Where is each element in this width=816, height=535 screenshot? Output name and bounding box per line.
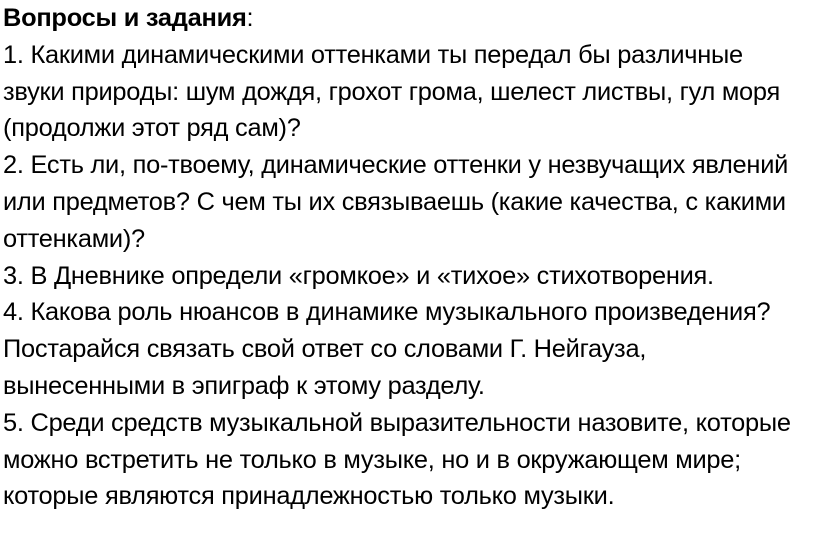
heading-line xyxy=(3,0,813,37)
text-line: (продолжи этот ряд сам)? xyxy=(3,114,301,143)
text-line: которые являются принадлежностью только музыки. xyxy=(3,482,615,511)
text-line: вынесенными в эпиграф к этому разделу. xyxy=(3,371,485,400)
text-line: звуки природы: шум дождя, грохот грома, шелест листвы, гул моря xyxy=(3,77,780,106)
heading-colon: : xyxy=(246,4,254,32)
text-line: 5. Среди средств музыкальной выразительности назовите, которые xyxy=(3,408,791,437)
document-body xyxy=(3,0,813,515)
text-line: Постарайся связать свой ответ со словами Г. Нейгауза, xyxy=(3,335,647,364)
text-line: 2. Есть ли, по-твоему, динамические оттенки у незвучащих явлений xyxy=(3,151,789,180)
text-line: можно встретить не только в музыке, но и в окружающем мире; xyxy=(3,445,741,474)
text-line: оттенками)? xyxy=(3,224,145,253)
heading-title: Вопросы и задания xyxy=(3,4,247,32)
text-line: 1. Какими динамическими оттенками ты передал бы различные xyxy=(3,40,743,69)
text-line: 4. Какова роль нюансов в динамике музыкального произведения? xyxy=(3,298,771,327)
text-line: или предметов? С чем ты их связываешь (какие качества, с какими xyxy=(3,187,786,216)
text-line: 3. В Дневнике определи «громкое» и «тихое» стихотворения. xyxy=(3,261,714,290)
